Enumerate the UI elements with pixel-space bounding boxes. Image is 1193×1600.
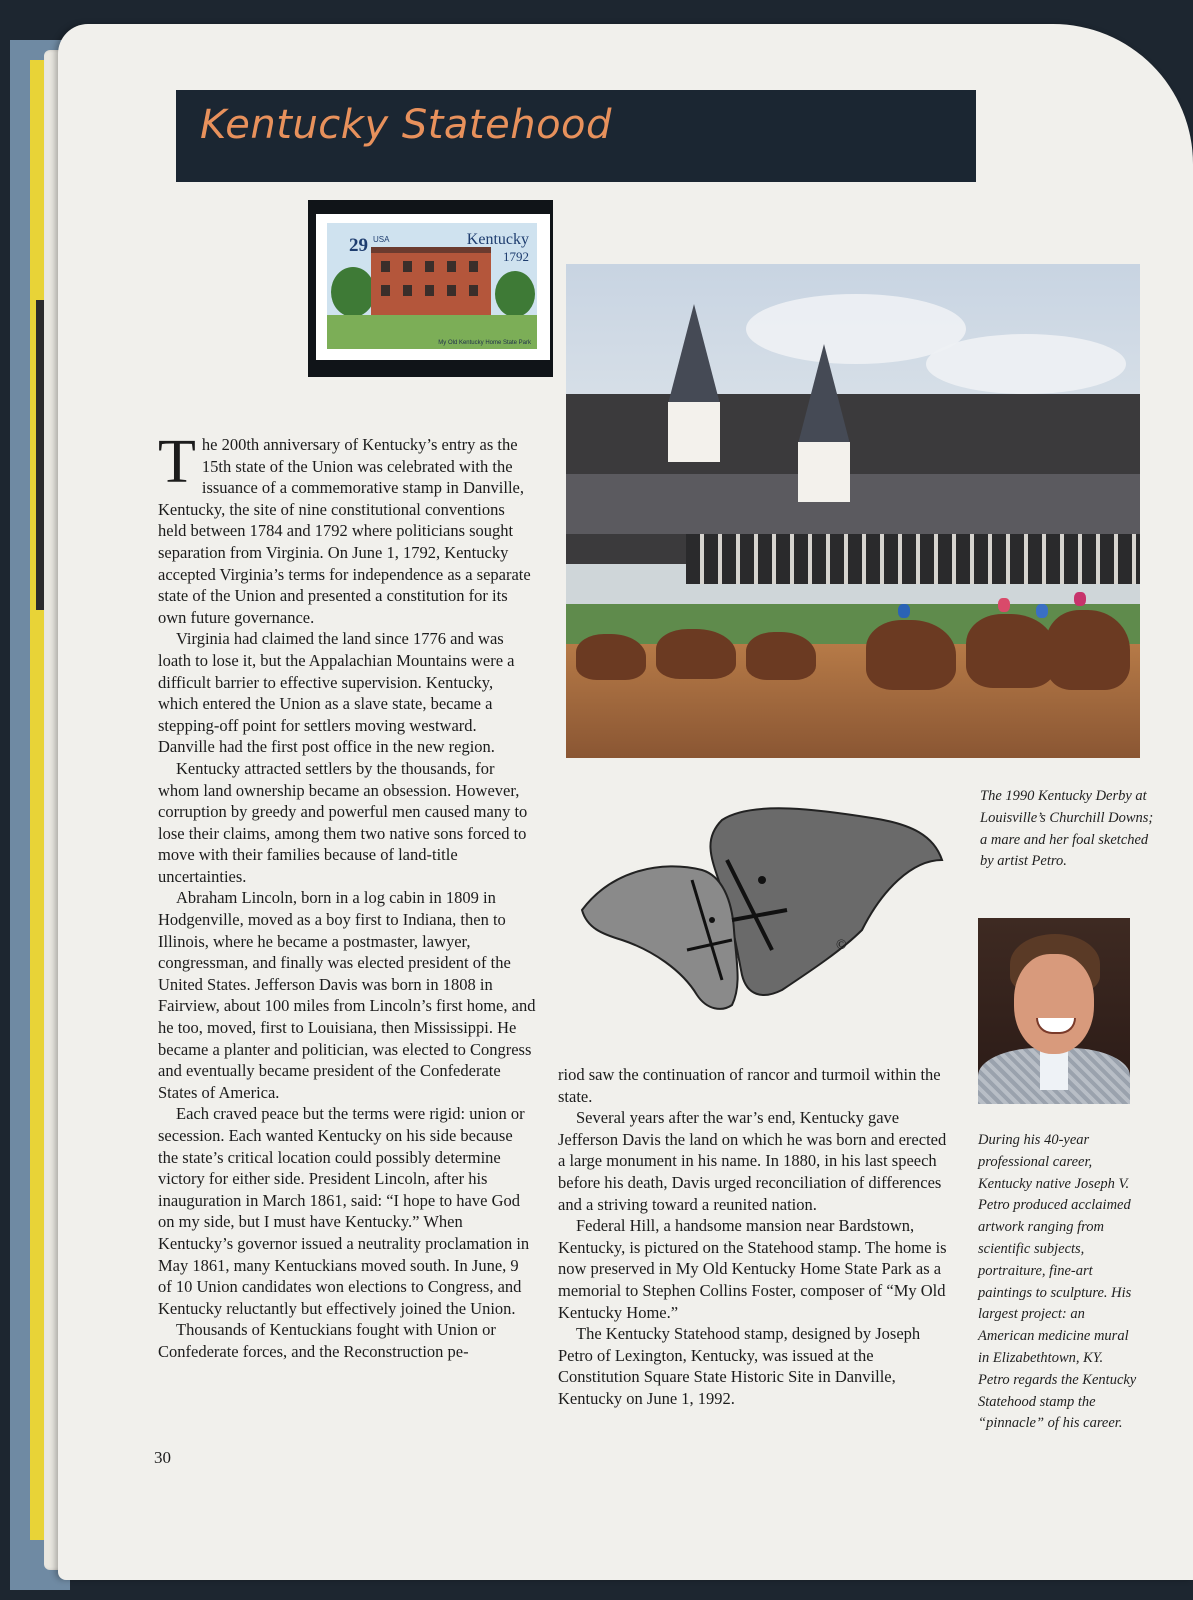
grandstand-roof bbox=[566, 474, 1140, 534]
book-spine-yellow bbox=[30, 60, 44, 1540]
article-paragraph: Thousands of Kentuckians fought with Union or Confederate forces, and the Reconstruction pe- bbox=[158, 1320, 496, 1361]
photo-caption: The 1990 Kentucky Derby at Louisville’s Churchill Downs; a mare and her foal sketched by artist Petro. bbox=[980, 788, 1154, 870]
cloud bbox=[926, 334, 1126, 394]
paragraph-text: he 200th anniversary of Kentucky’s entry as the 15th state of the Union was celebrated with the issuance of a commemorative stamp in Danville, Kentucky, the site of nine constitutional conventions held between 1784 and 1792 where politicians sought separation from Virginia. On June 1, 1792, Kentucky accepted Virginia’s terms for independence as a separate state of the Union and presented a constitution for its own future governance. bbox=[158, 435, 531, 627]
racehorse bbox=[866, 620, 956, 690]
article-paragraph: Several years after the war’s end, Kentucky gave Jefferson Davis the land on which he was born and erected a large monument in his name. In 1880, in his last speech before his death, Davis urged reconciliation of differences and a striving toward a reunited nation. bbox=[558, 1108, 947, 1214]
house-window bbox=[447, 285, 456, 296]
stamp-denomination: 29 bbox=[349, 235, 368, 256]
jockey bbox=[998, 598, 1010, 612]
article-column-1 bbox=[158, 428, 536, 1363]
racehorse bbox=[746, 632, 816, 680]
kentucky-statehood-stamp bbox=[316, 214, 550, 360]
mare-head-sketch bbox=[710, 808, 942, 995]
stamp-year: 1792 bbox=[503, 249, 529, 264]
article-paragraph: riod saw the continuation of rancor and turmoil within the state. bbox=[558, 1065, 941, 1106]
house-window bbox=[381, 261, 390, 272]
house-window bbox=[403, 261, 412, 272]
portrait-caption: During his 40-year professional career, Kentucky native Joseph V. Petro produced acclaimed artwork ranging from scientific subjects, portraiture, fine-art paintings to sculpture. His largest project: an American medicine mural in Elizabethtown, KY. Petro regards the Kentucky Statehood stamp the “pinnacle” of his career. bbox=[978, 1132, 1137, 1432]
article-paragraph: Each craved peace but the terms were rigid: union or secession. Each wanted Kentucky on his side because the state’s critical location could possibly determine victory for either side. President Lincoln, after his inauguration in March 1861, said: “I hope to have God on my side, but I must have Kentucky.” When Kentucky’s governor issued a neutrality proclamation in May 1861, many Kentuckians moved south. In June, 9 of 10 Union candidates won elections to Congress, and Kentucky reluctantly but effectively joined the Union. bbox=[158, 1104, 530, 1318]
house-window bbox=[381, 285, 390, 296]
copyright-mark: © bbox=[836, 938, 847, 953]
stamp-country: USA bbox=[373, 235, 390, 244]
spire-tower-left bbox=[668, 402, 720, 462]
house-window bbox=[469, 285, 478, 296]
jockey bbox=[1074, 592, 1086, 606]
house-window bbox=[469, 261, 478, 272]
twin-spire-right bbox=[798, 344, 850, 444]
house-window bbox=[425, 285, 434, 296]
racehorse bbox=[1046, 610, 1130, 690]
twin-spire-left bbox=[668, 304, 720, 404]
jockey bbox=[898, 604, 910, 618]
article-column-2 bbox=[558, 1064, 948, 1410]
stamp-tree-left bbox=[331, 267, 375, 317]
foal-eye bbox=[709, 917, 715, 923]
article-paragraph: Virginia had claimed the land since 1776 and was loath to lose it, but the Appalachian Mountains were a difficult barrier to effective supervision. Kentucky, which entered the Union as a slave state, became a stepping-off point for settlers moving westward. Danville had the first post office in the new region. bbox=[158, 629, 515, 757]
mare-and-foal-sketch bbox=[572, 800, 944, 1015]
racehorse bbox=[656, 629, 736, 679]
spire-tower-right bbox=[798, 442, 850, 502]
portrait-face bbox=[1014, 954, 1094, 1054]
article-paragraph: Federal Hill, a handsome mansion near Bardstown, Kentucky, is pictured on the Statehood stamp. The home is now preserved in My Old Kentucky Home State Park as a memorial to Stephen Collins Foster, composer of “My Old Kentucky Home.” bbox=[558, 1216, 947, 1322]
stamp-caption: My Old Kentucky Home State Park bbox=[438, 340, 531, 346]
stamp-state-name: Kentucky bbox=[466, 231, 529, 248]
portrait-collar bbox=[1040, 1050, 1068, 1090]
drop-cap: T bbox=[158, 428, 196, 496]
house-window bbox=[425, 261, 434, 272]
article-paragraph: The Kentucky Statehood stamp, designed by Joseph Petro of Lexington, Kentucky, was issued at the Constitution Square State Historic Site in Danville, Kentucky on June 1, 1992. bbox=[558, 1324, 921, 1408]
stamp-tree-right bbox=[495, 271, 535, 317]
page-title: Kentucky Statehood bbox=[200, 102, 612, 148]
foal-head-sketch bbox=[582, 866, 738, 1008]
joseph-petro-portrait bbox=[978, 918, 1130, 1104]
article-paragraph: Abraham Lincoln, born in a log cabin in 1809 in Hodgenville, moved as a boy first to Indiana, then to Illinois, where he became a postmaster, lawyer, congressman, and finally was elected president of the United States. Jefferson Davis was born in 1808 in Fairview, about 100 miles from Lincoln’s first home, and he too, moved, first to Louisiana, then Mississippi. He became a planter and politician, was elected to Congress and eventually became president of the Confederate States of America. bbox=[158, 888, 536, 1102]
mare-eye bbox=[758, 876, 766, 884]
page-number: 30 bbox=[154, 1448, 171, 1467]
house-window bbox=[403, 285, 412, 296]
house-window bbox=[447, 261, 456, 272]
article-paragraph: Kentucky attracted settlers by the thousands, for whom land ownership became an obsession. However, corruption by greedy and powerful men caused many to lose their claims, among them two native sons forced to move with their families because of land-title uncertainties. bbox=[158, 758, 528, 886]
stamp-artwork bbox=[327, 223, 537, 349]
racehorse bbox=[966, 614, 1056, 688]
article-paragraph bbox=[158, 428, 536, 628]
churchill-downs-derby-photo bbox=[566, 264, 1140, 758]
racehorse bbox=[576, 634, 646, 680]
jockey bbox=[1036, 604, 1048, 618]
grandstand-arches bbox=[686, 534, 1140, 584]
